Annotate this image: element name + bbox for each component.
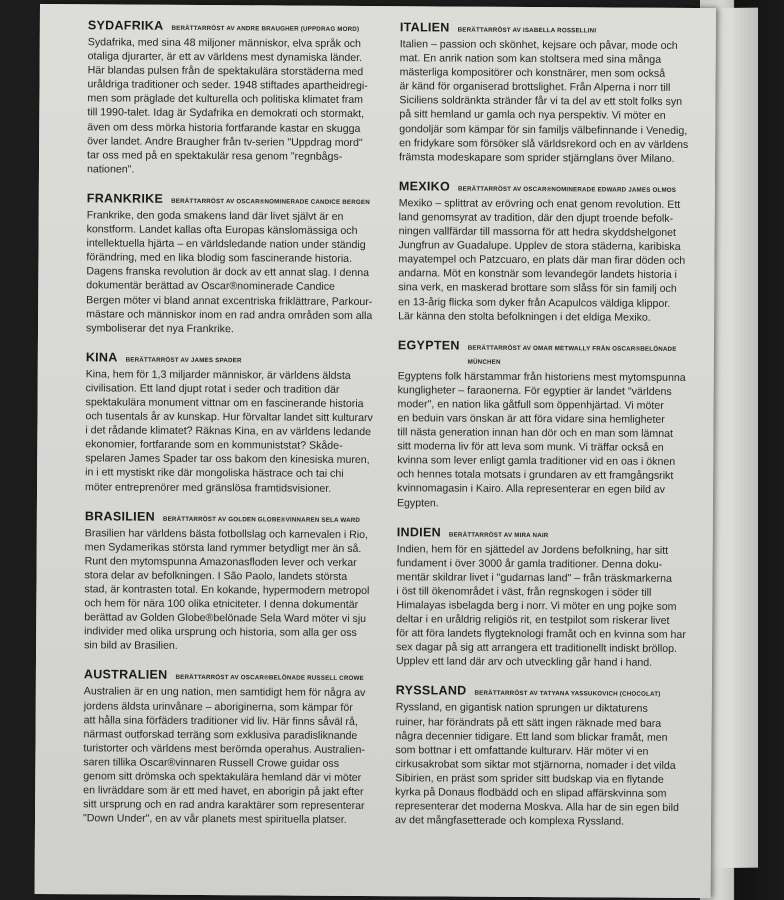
- section-body: [395, 701, 696, 830]
- body-line: turistorter och världens mest berömda operahus. Australien-: [83, 742, 365, 756]
- country-section-sydafrika: [87, 18, 394, 178]
- body-line: och hem för nära 100 olika etniciteter. I denna dokumentär: [84, 597, 359, 612]
- body-line: kvinna som lever enligt gamla traditioner vid en oas i öknen: [397, 454, 676, 469]
- body-line: Frankrike, den goda smakens land där livet självt är en: [86, 209, 344, 223]
- body-line: av det mångfasetterade och komplexa Ryssland.: [394, 814, 625, 828]
- body-line: symboliserar det nya Frankrike.: [85, 321, 234, 335]
- body-line: "Down Under", en av vår planets mest spirituella platser.: [82, 812, 347, 827]
- section-body: [85, 367, 392, 496]
- section-header: [88, 18, 394, 37]
- body-line: civilisation. Ett land djupt rotat i seder och tradition där: [85, 382, 340, 396]
- body-line: sitt ursprung och en rad andra karaktärer som representerar: [83, 798, 365, 813]
- body-line: till nästa generation innan han dör och en man som lämnat: [397, 426, 674, 440]
- body-line: en livräddare som är ett med havet, en aborigin på jakt efter: [83, 784, 364, 799]
- body-line: möter entreprenörer med gränslösa framtidsvisioner.: [85, 480, 332, 495]
- body-line: Himalayas isbelagda berg i norr. Vi möter en ung pojke som: [396, 599, 677, 613]
- body-line: Italien – passion och skönhet, kejsare och påvar, mode och: [399, 38, 678, 52]
- country-title: ITALIEN: [399, 20, 450, 35]
- section-body: [86, 208, 393, 337]
- body-line: fundament i över 3000 år gamla traditioner. Denna doku-: [396, 556, 663, 571]
- body-line: även om dess mörka historia fortfarande kastar en skugga: [87, 120, 361, 135]
- body-line: otaliga djurarter, är ett av världens mest dynamiska länder.: [87, 50, 363, 65]
- narrator-credit: BERÄTTARRÖST AV TATYANA YASSUKOVICH (CHOCOLAT): [474, 690, 661, 699]
- body-line: ruiner, har förändrats på ett sätt ingen räknade med bara: [395, 715, 662, 730]
- body-line: saren tillika Oscar®vinnaren Russell Crowe guidar oss: [83, 756, 340, 770]
- section-header: [84, 668, 390, 687]
- body-line: en 13-årig flicka som dyker från Acapulcos väldiga klippor.: [398, 295, 671, 310]
- body-line: Bergen möter vi bland annat excentriska friklättrare, Parkour-: [86, 293, 373, 308]
- right-column: [395, 20, 700, 844]
- country-section-egypten: [397, 338, 698, 512]
- body-line: Siciliens soldränkta stränder får vi ta del av ett stolt folks syn: [399, 94, 683, 109]
- body-line: men som präglade det kulturella och politiska klimatet fram: [87, 92, 364, 107]
- body-line: på sitt hemland ur gamla och nya perspektiv. Vi möter en: [399, 108, 666, 123]
- section-body: [87, 35, 394, 178]
- body-line: i öst till ökenområdet i väst, från regnskogen i söder till: [396, 585, 652, 599]
- body-line: Sydafrika, med sina 48 miljoner människor, elva språk och: [87, 36, 362, 50]
- body-line: nationen".: [86, 163, 135, 176]
- body-line: att hålla sina förfäders traditioner vid liv. Här finns såväl rå,: [83, 713, 358, 728]
- country-section-kina: [85, 350, 392, 496]
- body-line: för att föra landets flygteknologi framåt och en kvinna som har: [396, 627, 686, 642]
- body-line: till 1990-talet. Idag är Sydafrika en demokrati och stormakt,: [87, 106, 365, 121]
- body-line: Egyptens folk härstammar från historiens mest mytomspunna: [397, 369, 686, 384]
- body-line: Här blandas pulsen från de spektakulära storstäderna med: [87, 64, 364, 79]
- body-line: in i ett mystiskt rike där mongoliska hästrace och tai chi: [85, 466, 344, 481]
- body-line: och tusentals år av kunskap. Hur förvaltar landet sitt kulturarv: [85, 410, 373, 425]
- body-line: sin bild av Brasilien.: [84, 639, 178, 653]
- body-line: dokumentär berättad av Oscar®nominerade Candice: [86, 279, 335, 294]
- body-line: främsta modeskapare som sprider stjärnglans över Milano.: [399, 150, 675, 165]
- section-body: [397, 369, 698, 512]
- body-line: Lär känna den stolta befolkningen i det eldiga Mexiko.: [398, 309, 651, 324]
- country-title: INDIEN: [396, 524, 441, 540]
- body-line: tar oss med på en spektakulär resa genom "regnbågs-: [87, 149, 343, 163]
- body-line: över landet. Andre Braugher från tv-serien "Uppdrag mord": [87, 134, 363, 149]
- body-line: närmast outforskad terräng som exklusiva paradisliknande: [83, 728, 358, 742]
- section-header: [87, 191, 393, 210]
- body-line: berättad av Golden Globe®belönade Sela Ward möter vi sju: [84, 611, 367, 626]
- body-line: Kina, hem för 1,3 miljarder människor, är världens äldsta: [85, 368, 351, 382]
- body-line: genom sitt drömska och spektakulära hemland där vi möter: [83, 770, 362, 785]
- narrator-credit: BERÄTTARRÖST AV ANDRE BRAUGHER (UPPDRAG MORD): [171, 24, 360, 33]
- body-line: sina verk, en maskerad brottare som slåss för sin familj och: [398, 281, 677, 296]
- country-title: AUSTRALIEN: [83, 667, 168, 683]
- narrator-credit: BERÄTTARRÖST AV MIRA NAIR: [448, 531, 549, 539]
- body-line: individer med olika ursprung och historia, som alla ger oss: [84, 625, 357, 640]
- section-body: [399, 37, 700, 166]
- section-header: [86, 350, 392, 369]
- narrator-credit: BERÄTTARRÖST AV GOLDEN GLOBE®VINNAREN SELA WARD: [162, 515, 361, 524]
- section-body: [84, 526, 391, 655]
- body-line: mästare och människor inom en rad andra områden som alla: [86, 307, 373, 322]
- body-line: och hennes totala motsats i grundaren av ett framgångsrikt: [397, 468, 674, 483]
- body-line: Australien är en ung nation, men samtidigt hem för några av: [83, 685, 366, 700]
- country-section-australien: [83, 668, 390, 828]
- body-line: ningen vallfärdar till massorna för att hedra skyddshelgonet: [398, 225, 677, 239]
- country-title: BRASILIEN: [84, 508, 155, 524]
- body-line: uråldriga traditioner och seder. 1948 stiftades apartheidregi-: [87, 78, 368, 93]
- body-line: kungligheter – faraonerna. För egyptier är landet "världens: [397, 383, 672, 398]
- country-section-frankrike: [86, 191, 393, 337]
- body-line: moder", en nation lika gåtfull som öppenhjärtad. Vi möter: [397, 398, 664, 412]
- body-line: spelaren James Spader tar oss bakom den kinesiska muren,: [85, 452, 370, 467]
- country-section-ryssland: [395, 684, 696, 830]
- body-line: land genomsyrat av tradition, där den djupt troende befolk-: [398, 211, 674, 225]
- body-line: Jungfrun av Guadalupe. Upplev de stora städerna, karibiska: [398, 239, 681, 254]
- body-line: cirkusakrobat som siktar mot stjärnorna, nomader i det vilda: [395, 758, 676, 772]
- body-line: sitt moderna liv för att leva som munk. Vi träffar också en: [397, 440, 664, 454]
- body-line: Indien, hem för en sjättedel av Jordens befolkning, har sitt: [396, 542, 669, 557]
- narrator-credit: BERÄTTARRÖST AV OSCAR®NOMINERADE EDWARD JAMES OLMOS: [457, 185, 677, 194]
- body-line: några decennier tidigare. Ett land som blickar framåt, men: [395, 729, 668, 744]
- country-title: RYSSLAND: [395, 683, 467, 699]
- section-header: [399, 179, 699, 198]
- narrator-credit: BERÄTTARRÖST AV ISABELLA ROSSELLINI: [457, 26, 597, 35]
- country-title: MEXIKO: [398, 179, 451, 194]
- body-line: Upplev ett land där arv och utveckling går hand i hand.: [395, 655, 653, 670]
- body-line: är känd för organiserad brottslighet. Från Alperna i norr till: [399, 80, 671, 95]
- body-line: Mexiko – splittrat av erövring och enat genom revolution. Ett: [398, 197, 681, 211]
- section-body: [398, 196, 699, 325]
- body-line: intellektuella hjärta – en världsledande nation under ständig: [86, 237, 366, 252]
- body-line: spektakulära monument vittnar om en fascinerande historia: [85, 396, 364, 410]
- country-section-mexiko: [398, 179, 699, 325]
- country-title: SYDAFRIKA: [87, 18, 164, 33]
- country-section-italien: [399, 20, 700, 166]
- narrator-credit: BERÄTTARRÖST AV JAMES SPADER: [125, 356, 242, 365]
- body-line: representerar det moderna Moskva. Alla har de sin egen bild: [395, 800, 679, 815]
- body-line: kyrka på Donaus flodbädd och en slipad affärskvinna som: [395, 786, 667, 800]
- country-section-brasilien: [84, 509, 391, 655]
- body-line: Brasilien har världens bästa fotbollslag och karnevalen i Rio,: [84, 526, 369, 541]
- body-line: mayatempel och Patzcuaro, en plats där man firar döden och: [398, 253, 686, 268]
- body-line: jordens äldsta urinvånare – aboriginerna, som kämpar för: [83, 699, 353, 714]
- body-line: Egypten.: [396, 496, 439, 509]
- country-title: FRANKRIKE: [86, 191, 164, 206]
- booklet-page: [35, 4, 716, 898]
- section-header: [85, 509, 391, 528]
- body-line: i det rådande klimatet? Räknas Kina, en av världens ledande: [85, 424, 372, 439]
- narrator-credit: BERÄTTARRÖST AV OMAR METWALLY FRÅN OSCAR®BELÖNADE MÜNCHEN: [467, 344, 677, 366]
- body-line: Ryssland, en gigantisk nation sprungen ur diktaturens: [395, 701, 648, 716]
- section-header: [397, 525, 697, 544]
- body-line: mat. En anrik nation som kan stoltsera med sina många: [399, 52, 662, 66]
- section-header: [398, 338, 698, 371]
- body-line: förändring, med en lika blodig som fascinerande historia.: [86, 251, 353, 266]
- body-line: som bottnar i ett omfattande kulturarv. Här möter vi en: [395, 743, 649, 758]
- body-line: en fridykare som försöker slå världsrekord och en av världens: [399, 136, 689, 151]
- body-line: ekonomier, fortfarande som en kommuniststat? Skåde-: [85, 438, 343, 453]
- body-line: en beduin vars önskan är att föra vidare sina hemligheter: [397, 412, 665, 426]
- narrator-credit: BERÄTTARRÖST AV OSCAR®BELÖNADE RUSSELL CROWE: [175, 674, 364, 683]
- body-line: konstform. Landet kallas ofta Europas känslomässiga och: [86, 223, 358, 237]
- body-line: stora delar av befolkningen. I São Paolo, landets största: [84, 569, 348, 583]
- body-line: mästerliga kompositörer och konstnärer, men som också: [399, 66, 666, 81]
- body-line: stad, är kontrasten total. En kokande, hypermodern metropol: [84, 583, 370, 598]
- body-line: sex dagar på sig att arrangera ett traditionellt indiskt bröllop.: [396, 641, 677, 656]
- section-header: [400, 20, 700, 39]
- body-line: men Sydamerikas största land rymmer betydligt mer än så.: [84, 541, 362, 555]
- section-body: [83, 685, 390, 828]
- country-section-indien: [396, 525, 697, 671]
- body-line: andarna. Möt en konstnär som levandegör landets historia i: [398, 267, 677, 282]
- country-title: EGYPTEN: [397, 337, 460, 353]
- body-line: Sibirien, en präst som sprider sitt budskap via en flytande: [395, 772, 664, 786]
- body-line: kvinnomagasin i Kairo. Alla representerar en egen bild av: [397, 482, 666, 497]
- narrator-credit: BERÄTTARRÖST AV OSCAR®NOMINERADE CANDICE BERGEN: [171, 197, 370, 206]
- body-line: gondoljär som kämpar för sin familjs välbefinnande i Venedig,: [399, 122, 688, 137]
- body-line: Dagens franska revolution är dock av ett annat slag. I denna: [86, 265, 370, 280]
- left-column: [83, 18, 394, 842]
- country-title: KINA: [85, 350, 118, 365]
- section-header: [396, 684, 696, 703]
- body-line: mentär skildrar livet i "gudarnas land" – från träskmarkerna: [396, 571, 672, 585]
- section-body: [396, 542, 697, 671]
- body-line: Runt den mytomspunna Amazonasfloden lever och verkar: [84, 555, 357, 569]
- body-line: deltar i en uråldrig religiös rit, en testpilot som riskerar livet: [396, 613, 670, 627]
